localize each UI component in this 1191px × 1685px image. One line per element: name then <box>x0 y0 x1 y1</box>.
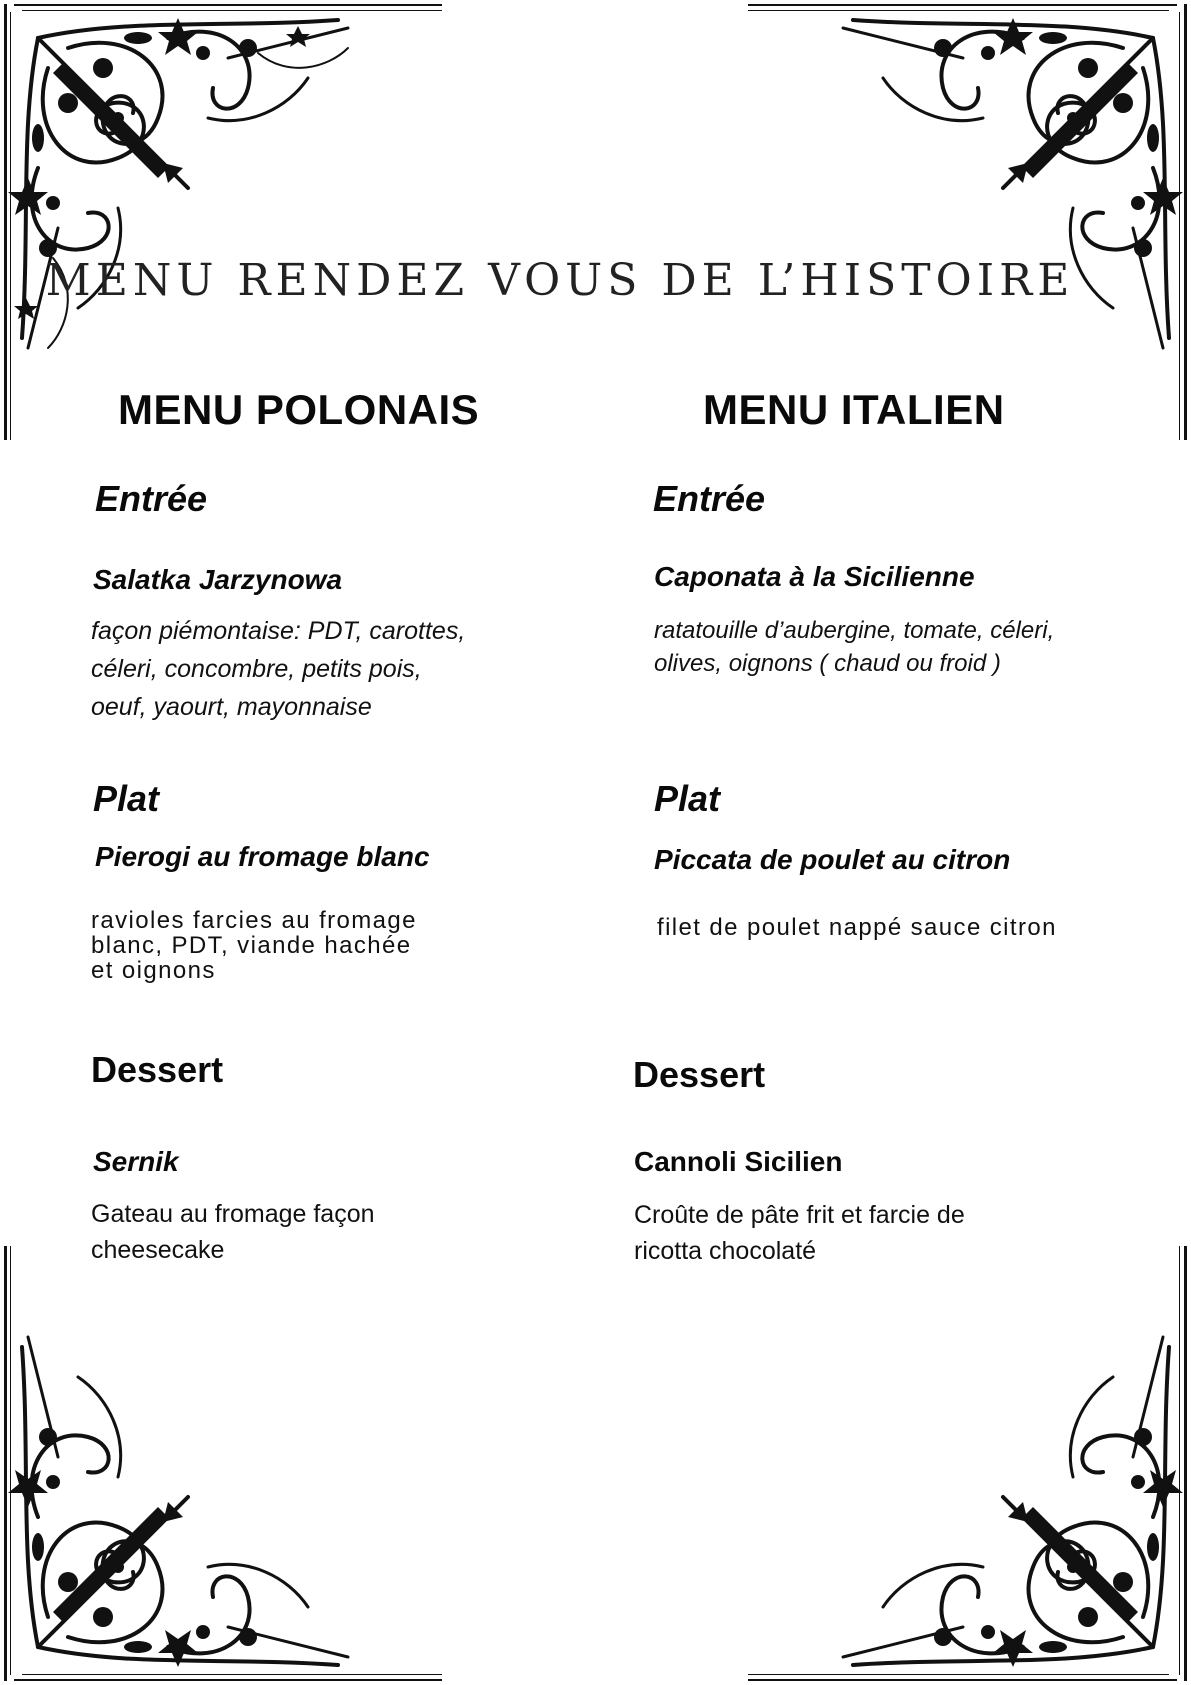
frame-top-right-line <box>748 4 1177 6</box>
left-dessert-course: Dessert <box>91 1049 224 1090</box>
menu-title: MENU RENDEZ VOUS DE L’HISTOIRE <box>45 255 1075 306</box>
left-plat-desc-line: et oignons <box>91 957 216 984</box>
left-plat-dish: Pierogi au fromage blanc <box>95 841 430 872</box>
floral-corner-icon <box>743 1237 1183 1677</box>
left-plat-desc-line: blanc, PDT, viande hachée <box>91 932 412 959</box>
right-entree-desc-line: ratatouille d’aubergine, tomate, céleri, <box>654 617 1055 644</box>
left-entree-desc-line: oeuf, yaourt, mayonnaise <box>91 693 372 721</box>
right-dessert-desc-line: Croûte de pâte frit et farcie de <box>634 1201 965 1229</box>
frame-top-left-line <box>14 4 442 6</box>
left-dessert-desc-line: cheesecake <box>91 1236 225 1264</box>
corner-ornament-bottom-right <box>743 1237 1183 1677</box>
corner-ornament-bottom-left <box>8 1237 448 1677</box>
left-entree-desc-line: façon piémontaise: PDT, carottes, <box>91 617 466 645</box>
right-dessert-desc <box>634 1197 965 1269</box>
right-entree-dish: Caponata à la Sicilienne <box>654 561 975 592</box>
right-entree-desc <box>654 614 1054 680</box>
floral-corner-icon <box>8 8 448 448</box>
corner-ornament-top-right <box>743 8 1183 448</box>
frame-left-bottom-line <box>4 1246 7 1681</box>
left-plat-course: Plat <box>93 778 160 819</box>
right-entree-course: Entrée <box>653 478 766 519</box>
right-plat-desc <box>657 915 1057 940</box>
left-dessert-dish: Sernik <box>93 1146 179 1177</box>
frame-right-bottom-line <box>1184 1246 1187 1681</box>
right-entree-desc-line: olives, oignons ( chaud ou froid ) <box>654 650 1001 677</box>
heading-italian-menu: MENU ITALIEN <box>703 386 1005 433</box>
right-dessert-dish: Cannoli Sicilien <box>634 1146 843 1177</box>
left-plat-desc-line: ravioles farcies au fromage <box>91 907 417 934</box>
heading-polish-menu: MENU POLONAIS <box>118 386 480 433</box>
left-dessert-desc-line: Gateau au fromage façon <box>91 1200 375 1228</box>
right-plat-desc-line: filet de poulet nappé sauce citron <box>657 914 1057 941</box>
left-entree-course: Entrée <box>95 478 208 519</box>
left-plat-desc <box>91 908 417 983</box>
left-entree-dish: Salatka Jarzynowa <box>93 564 343 595</box>
floral-corner-icon <box>8 1237 448 1677</box>
left-entree-desc-line: céleri, concombre, petits pois, <box>91 655 422 683</box>
right-dessert-desc-line: ricotta chocolaté <box>634 1237 817 1265</box>
right-plat-course: Plat <box>654 778 721 819</box>
frame-bottom-right-line <box>748 1679 1177 1681</box>
right-dessert-course: Dessert <box>633 1054 766 1095</box>
left-entree-desc <box>91 612 465 726</box>
frame-bottom-left-line <box>14 1679 442 1681</box>
corner-ornament-top-left <box>8 8 448 448</box>
right-plat-dish: Piccata de poulet au citron <box>654 844 1011 875</box>
frame-left-top-line <box>4 4 7 440</box>
floral-corner-icon <box>743 8 1183 448</box>
frame-right-top-line <box>1184 4 1187 440</box>
left-dessert-desc <box>91 1196 375 1268</box>
